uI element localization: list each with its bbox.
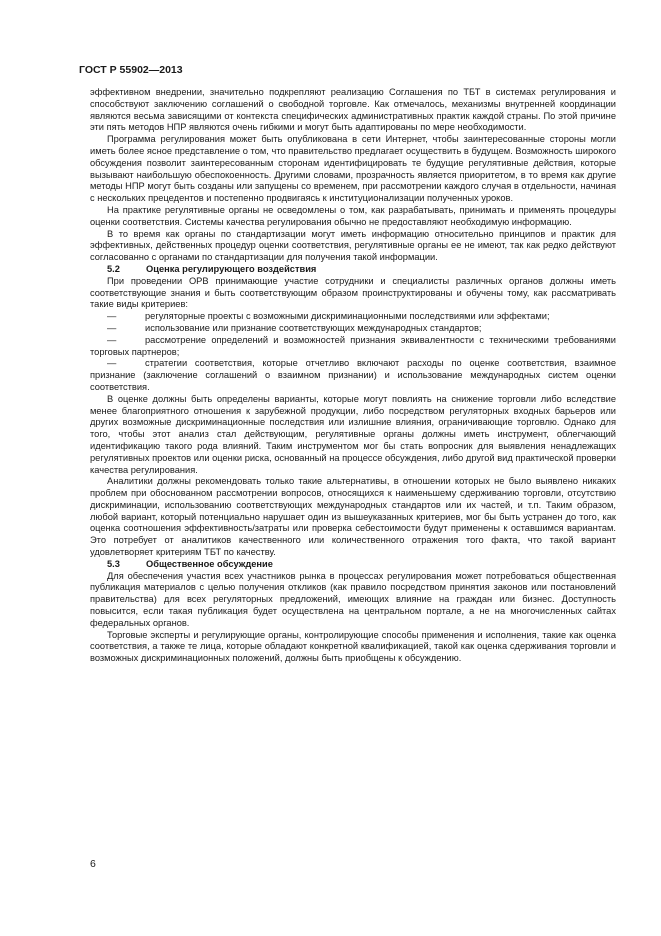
list-dash: —: [107, 311, 117, 322]
paragraph: Аналитики должны рекомендовать только такие альтернативы, в отношении которых не было выявлено никаких проблем при обоснованном рассмотрении вопросов, относящихся к наименьшему сдерживанию торговли, отсутствию дискриминации, использованию соответствующих международных стандартов или их частей, и т.п. Таким образом, любой вариант, который потенциально нарушает один из вышеуказанных критериев, мог бы быть устранен до того, как оценка соотношения эффективность/затраты или проверка себестоимости будут применены к оставшимся вариантам. Это потребует от аналитиков качественного или количественного отражения того факта, что такой вариант удовлетворяет критериям ТБТ по качеству.: [90, 476, 616, 558]
list-item: [90, 311, 616, 323]
list-item-text: использование или признание соответствующих международных стандартов;: [145, 322, 482, 333]
section-heading: [90, 559, 616, 571]
section-number: 5.3: [107, 558, 120, 569]
section-title: Общественное обсуждение: [146, 558, 273, 569]
section-heading: [90, 264, 616, 276]
section-number: 5.2: [107, 263, 120, 274]
list-item-text: рассмотрение определений и возможностей признания эквивалентности с техническими требованиями торговых партнеров;: [90, 334, 616, 357]
section-title: Оценка регулирующего воздействия: [146, 263, 317, 274]
paragraph: эффективном внедрении, значительно подкрепляют реализацию Соглашения по ТБТ в системах регулирования и способствуют заключению соглашений о свободной торговле. Как отмечалось, механизмы внутренней координации являются весьма зависящими от контекста специфических административных практик каждой страны. По этой причине эти пять методов НПР являются очень гибкими и могут быть адаптированы по мере необходимости.: [90, 87, 616, 133]
paragraph: При проведении ОРВ принимающие участие сотрудники и специалисты различных органов должны иметь соответствующие знания и быть соответствующим образом проинструктированы и обучены тому, как рассматривать такие виды критериев:: [90, 275, 616, 310]
page-number: 6: [90, 858, 96, 870]
list-item: [90, 323, 616, 335]
list-dash: —: [107, 358, 117, 369]
paragraph: В то время как органы по стандартизации могут иметь информацию относительно принципов и практик для эффективных, действенных процедур оценки соответствия, регулятивные органы ее не имеют, так как редко действуют согласованно с органами по стандартизации для получения такой информации.: [90, 228, 616, 263]
paragraph: Для обеспечения участия всех участников рынка в процессах регулирования может потребоваться общественная публикация материалов с целью получения откликов (как правило посредством принятия законов или постановлений правительства) для всех регуляторных предложений, имеющих влияние на граждан или бизнес. Доступность повысится, если такая публикация будет осуществлена на центральном портале, а не на многочисленных сайтах федеральных органов.: [90, 570, 616, 628]
list-item: [90, 358, 616, 393]
paragraph: Программа регулирования может быть опубликована в сети Интернет, чтобы заинтересованные стороны могли иметь более ясное представление о том, что правительство предлагает осуществить в будущем. Возможность широкого обсуждения позволит заинтересованным сторонам идентифицировать те будущие регулятивные действия, которые вызывают наибольшую обеспокоенность. Другими словами, прозрачность является приоритетом, в то время как другие методы НПР могут быть созданы или запущены со временем, при рассмотрении каждого случая в отдельности, начиная с нескольких прецедентов и постепенно продвигаясь к институционализации полученных уроков.: [90, 134, 616, 204]
list-dash: —: [107, 334, 117, 345]
paragraph: На практике регулятивные органы не осведомлены о том, как разрабатывать, принимать и применять процедуры оценки соответствия. Системы качества регулирования обычно не предоставляют необходимую информацию.: [90, 204, 616, 227]
paragraph: В оценке должны быть определены варианты, которые могут повлиять на снижение торговли либо вследствие менее благоприятного отношения к зарубежной продукции, либо посредством регуляторных входных барьеров или других возможные дискриминационные последствия или излишние влияния, ограничивающие торговлю. Однако для того, чтобы этот анализ стал действующим, регулятивные органы должны иметь инструмент, облегчающий идентификацию такого рода влияний. Таким инструментом мог бы стать вопросник для выявления ненадлежащих регулятивных проектов или оценки риска, основанный на процессе обсуждения, либо другой вид практической проверки качества регулирования.: [90, 393, 616, 475]
list-item-text: регуляторные проекты с возможными дискриминационными последствиями или эффектами;: [145, 311, 550, 322]
list-dash: —: [107, 322, 117, 333]
page-body: [90, 87, 616, 665]
document-code: ГОСТ Р 55902—2013: [79, 64, 183, 76]
paragraph: Торговые эксперты и регулирующие органы, контролирующие способы применения и исполнения, такие как оценка соответствия, а также те лица, которые обладают конкретной квалификацией, такой как оценка сдерживания торговли и возможных дискриминационных положений, должны быть приобщены к обсуждению.: [90, 629, 616, 664]
list-item: [90, 335, 616, 359]
list-item-text: стратегии соответствия, которые отчетливо включают расходы по оценке соответствия, взаимное признание (заключение соглашений о взаимном признании) и использование международных систем оценки соответствия.: [90, 358, 616, 392]
